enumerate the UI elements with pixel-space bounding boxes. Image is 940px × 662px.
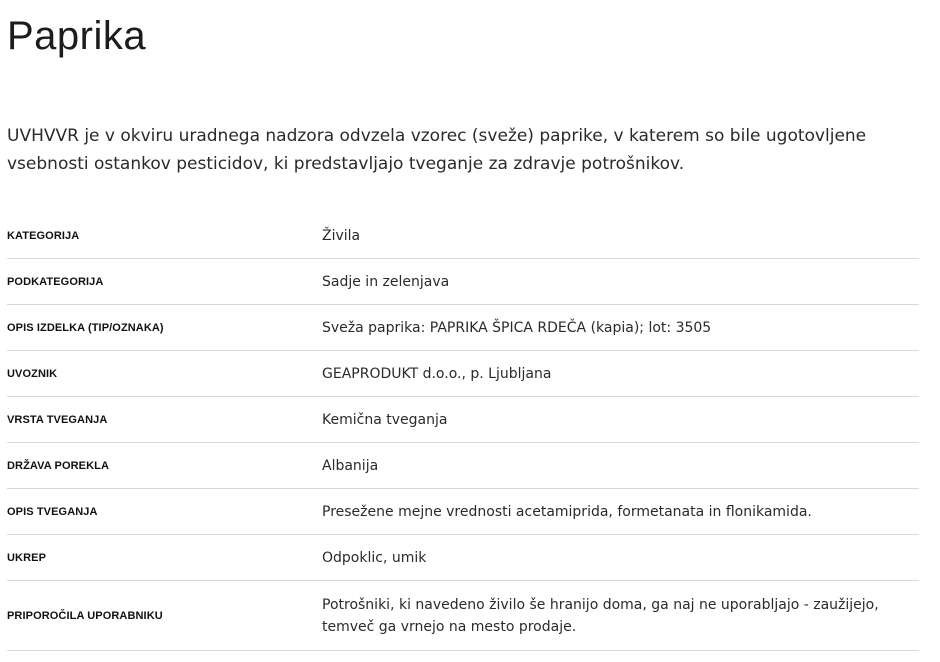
details-label: PODKATEGORIJA xyxy=(7,275,104,288)
details-table xyxy=(7,213,919,651)
details-value: Sadje in zelenjava xyxy=(322,273,450,290)
details-label: KATEGORIJA xyxy=(7,229,80,242)
details-value: Kemična tveganja xyxy=(322,411,448,428)
details-row-kategorija xyxy=(7,213,919,259)
details-row-opis-izdelka xyxy=(7,305,919,351)
details-value: Albanija xyxy=(322,457,379,474)
details-value: GEAPRODUKT d.o.o., p. Ljubljana xyxy=(322,365,552,382)
details-label: UKREP xyxy=(7,551,47,564)
details-label: DRŽAVA POREKLA xyxy=(7,459,110,472)
recall-notice xyxy=(7,0,919,635)
details-label: PRIPOROČILA UPORABNIKU xyxy=(7,609,163,622)
details-row-priporocila xyxy=(7,581,919,651)
page-title: Paprika xyxy=(7,14,147,58)
details-label: OPIS TVEGANJA xyxy=(7,505,98,518)
details-row-podkategorija xyxy=(7,259,919,305)
details-value: Živila xyxy=(322,227,361,244)
details-label: OPIS IZDELKA (TIP/OZNAKA) xyxy=(7,321,164,334)
details-row-vrsta-tveganja xyxy=(7,397,919,443)
details-row-opis-tveganja xyxy=(7,489,919,535)
details-value: Presežene mejne vrednosti acetamiprida, formetanata in flonikamida. xyxy=(322,503,812,520)
details-label: VRSTA TVEGANJA xyxy=(7,413,108,426)
intro-paragraph: UVHVVR je v okviru uradnega nadzora odvzela vzorec (sveže) paprike, v katerem so bile ugotovljene vsebnosti ostankov pesticidov, ki predstavljajo tveganje za zdravje potrošnikov. xyxy=(7,126,867,174)
details-row-uvoznik xyxy=(7,351,919,397)
details-value: Sveža paprika: PAPRIKA ŠPICA RDEČA (kapia); lot: 3505 xyxy=(322,319,712,336)
details-value: Odpoklic, umik xyxy=(322,549,427,566)
details-row-drzava-porekla xyxy=(7,443,919,489)
details-label: UVOZNIK xyxy=(7,367,58,380)
details-row-ukrep xyxy=(7,535,919,581)
details-value: Potrošniki, ki navedeno živilo še hranijo doma, ga naj ne uporabljajo - zaužijejo, temveč ga vrnejo na mesto prodaje. xyxy=(322,596,879,635)
